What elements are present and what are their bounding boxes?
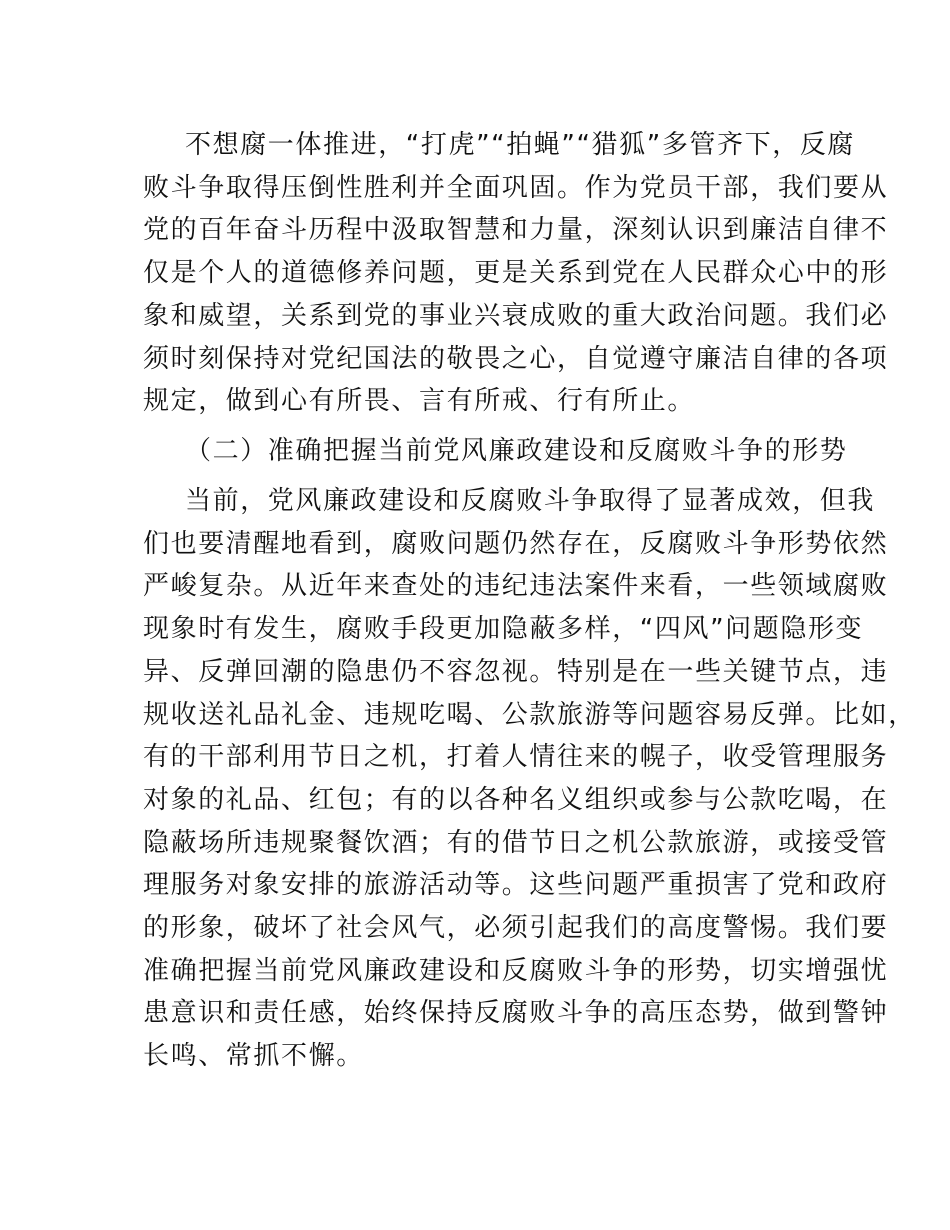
text-line: 仅是个人的道德修养问题，更是关系到党在人民群众心中的形 <box>143 258 889 289</box>
text-line: 严峻复杂。从近年来查处的违纪违法案件来看，一些领域腐败 <box>143 571 889 602</box>
text-line: 规收送礼品礼金、违规吃喝、公款旅游等问题容易反弹。比如， <box>143 699 916 730</box>
section-heading: （二）准确把握当前党风廉政建设和反腐败斗争的形势 <box>185 436 848 466</box>
text-line: 不想腐一体推进，“打虎”“拍蝇”“猎狐”多管齐下，反腐 <box>185 130 856 160</box>
text-line: 规定，做到心有所畏、言有所戒、行有所止。 <box>143 386 696 417</box>
text-line: 隐蔽场所违规聚餐饮酒；有的借节日之机公款旅游，或接受管 <box>143 827 889 858</box>
text-line: 党的百年奋斗历程中汲取智慧和力量，深刻认识到廉洁自律不 <box>143 215 889 246</box>
text-line: 准确把握当前党风廉政建设和反腐败斗争的形势，切实增强忧 <box>143 955 889 986</box>
text-line: 败斗争取得压倒性胜利并全面巩固。作为党员干部，我们要从 <box>143 172 889 203</box>
text-line: 对象的礼品、红包；有的以各种名义组织或参与公款吃喝，在 <box>143 784 889 815</box>
text-line: 的形象，破坏了社会风气，必须引起我们的高度警惕。我们要 <box>143 913 889 943</box>
text-line: 异、反弹回潮的隐患仍不容忽视。特别是在一些关键节点，违 <box>143 656 889 687</box>
text-line: 们也要清醒地看到，腐败问题仍然存在，反腐败斗争形势依然 <box>143 528 889 559</box>
text-line: 长鸣、常抓不懈。 <box>143 1041 364 1072</box>
text-line: 象和威望，关系到党的事业兴衰成败的重大政治问题。我们必 <box>143 300 889 331</box>
text-line: 须时刻保持对党纪国法的敬畏之心，自觉遵守廉洁自律的各项 <box>143 343 889 374</box>
text-line: 有的干部利用节日之机，打着人情往来的幌子，收受管理服务 <box>143 742 889 773</box>
text-line: 患意识和责任感，始终保持反腐败斗争的高压态势，做到警钟 <box>143 998 889 1029</box>
text-line: 现象时有发生，腐败手段更加隐蔽多样，“四风”问题隐形变 <box>143 614 864 645</box>
text-line: 理服务对象安排的旅游活动等。这些问题严重损害了党和政府 <box>143 870 889 901</box>
text-line: 当前，党风廉政建设和反腐败斗争取得了显著成效，但我 <box>185 486 876 516</box>
